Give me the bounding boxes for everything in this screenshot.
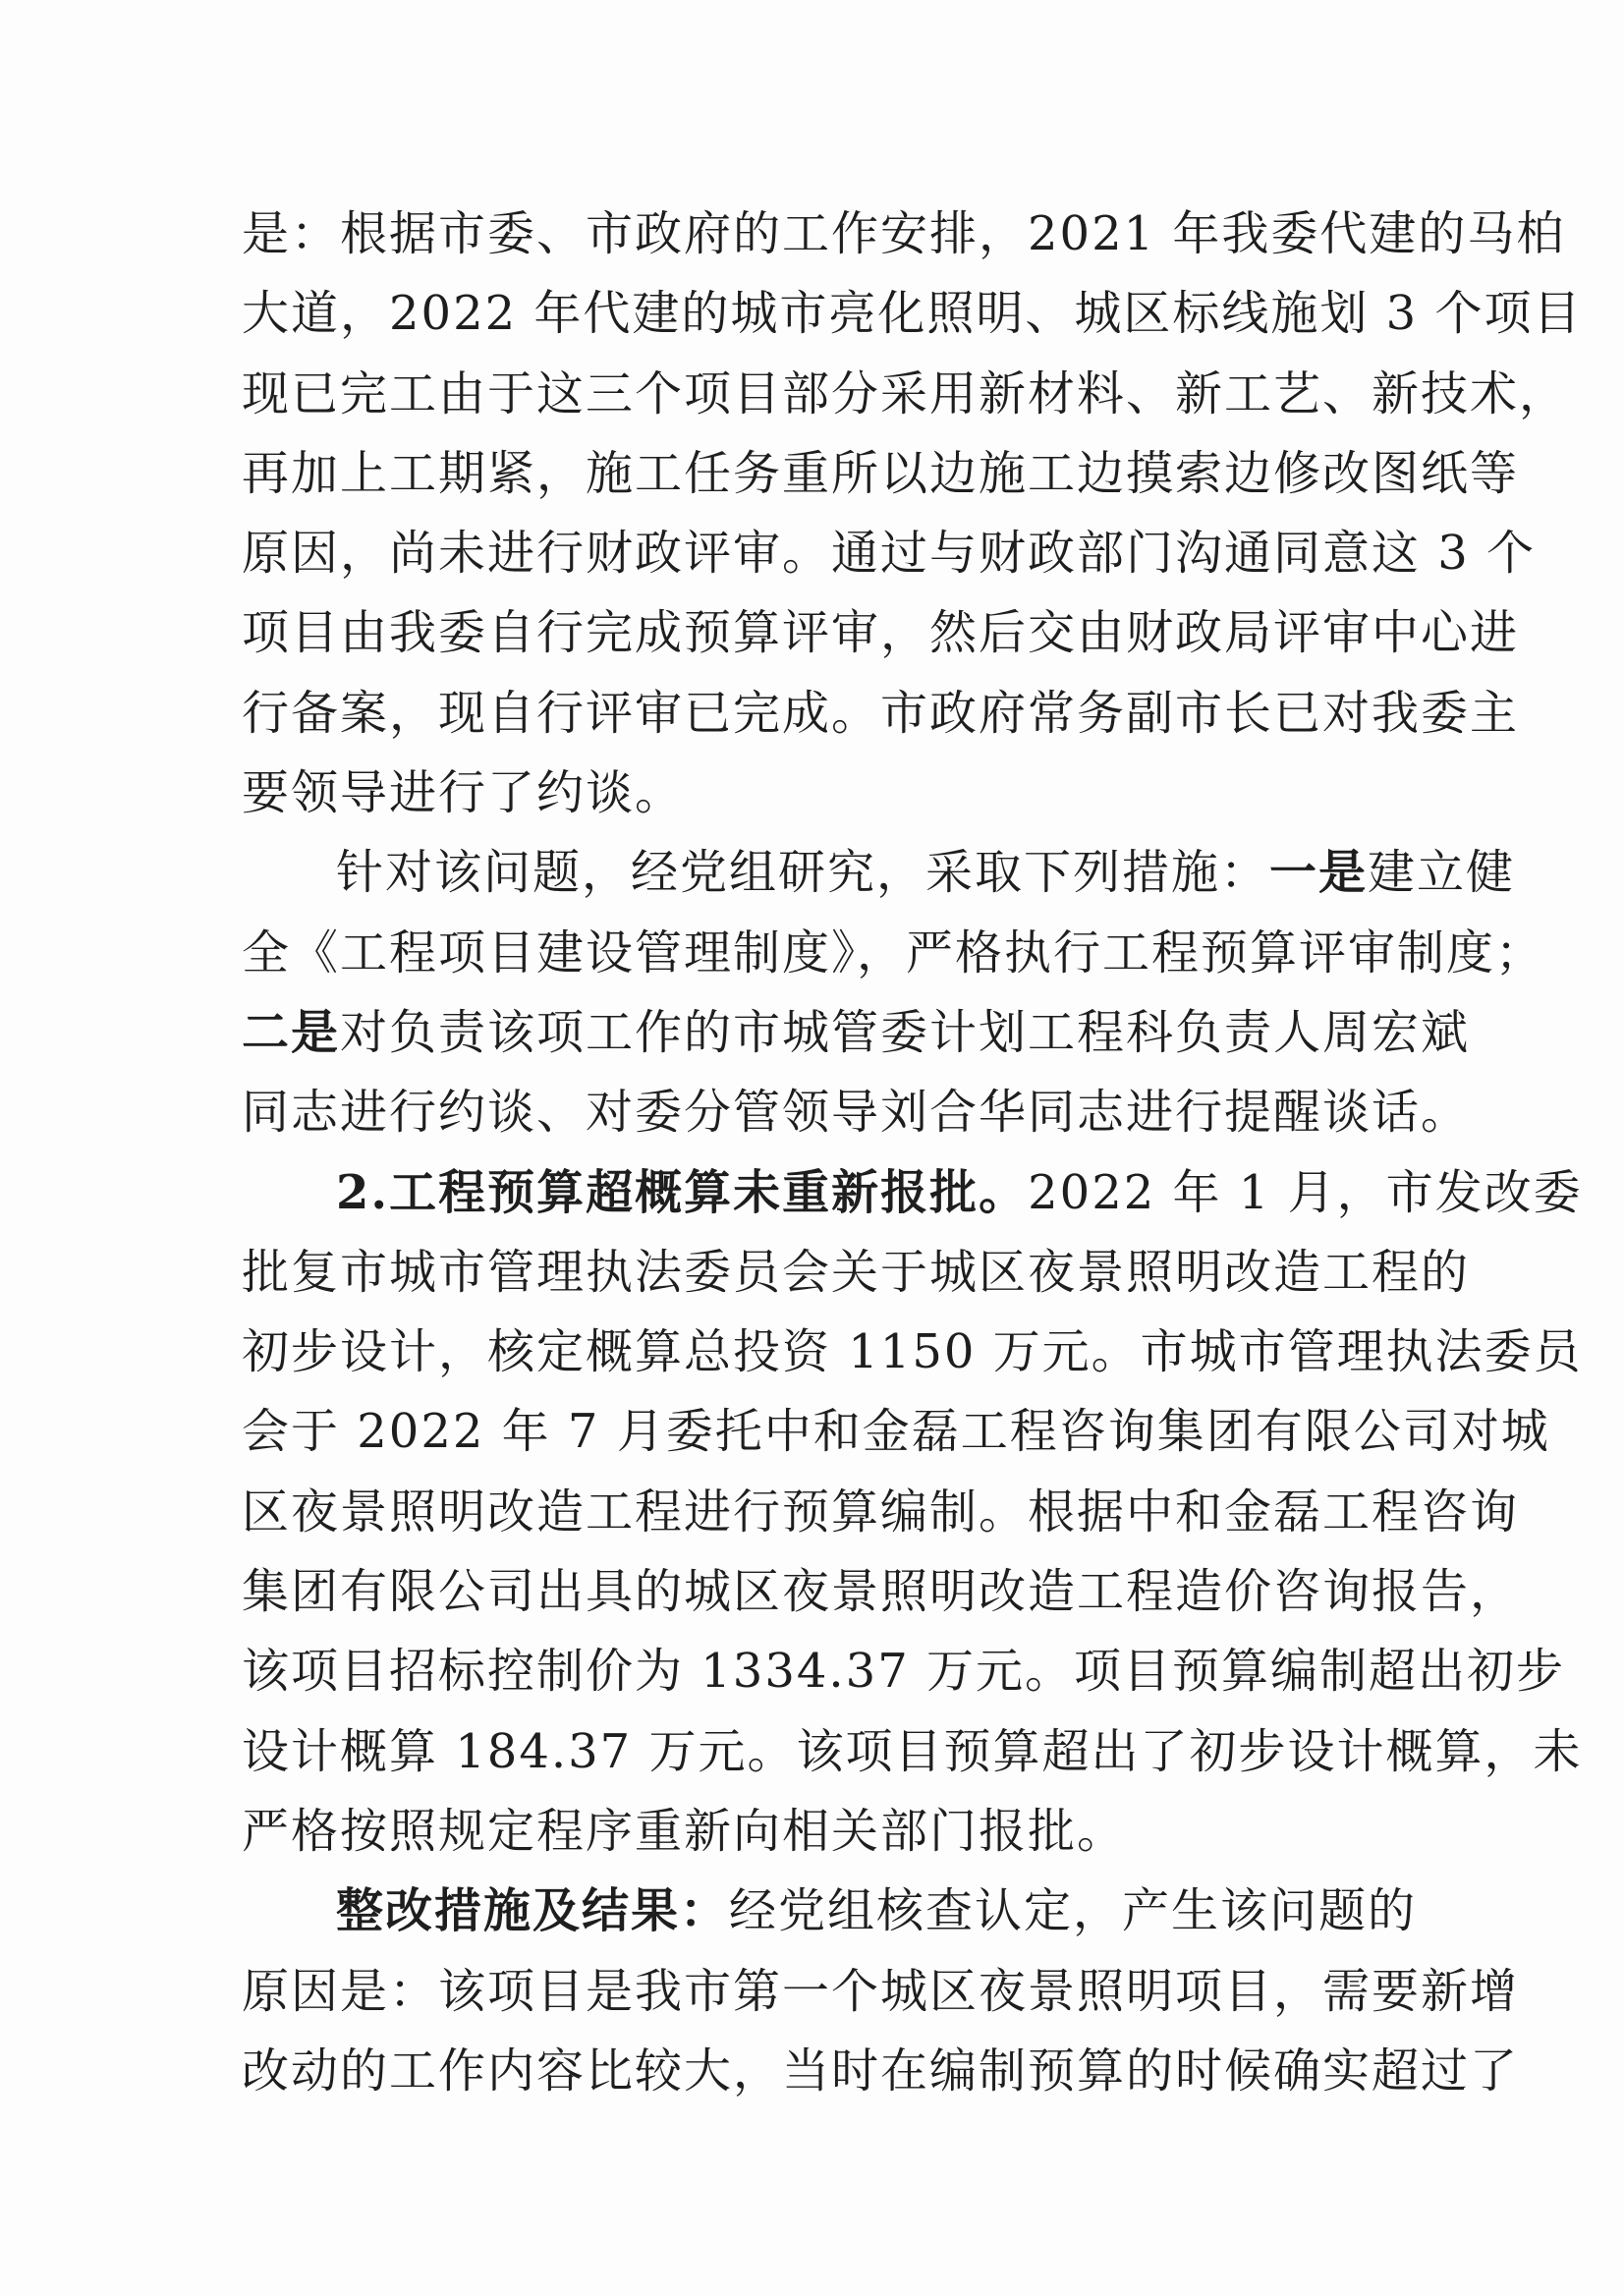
paragraph-3-text: 2022 年 1 月，市发改委 xyxy=(1028,1164,1583,1220)
paragraph-3-line-6: 集团有限公司出具的城区夜景照明改造工程造价咨询报告， xyxy=(242,1564,1520,1620)
paragraph-1-line-4: 再加上工期紧，施工任务重所以边施工边摸索边修改图纸等 xyxy=(242,445,1520,501)
paragraph-3-line-4: 会于 2022 年 7 月委托中和金磊工程咨询集团有限公司对城 xyxy=(242,1404,1550,1460)
measure-two-label: 二是 xyxy=(242,1004,341,1060)
paragraph-3-line-2: 批复市城市管理执法委员会关于城区夜景照明改造工程的 xyxy=(242,1244,1471,1300)
paragraph-4-line-2: 原因是：该项目是我市第一个城区夜景照明项目，需要新增 xyxy=(242,1963,1520,2019)
paragraph-1-line-7: 行备案，现自行评审已完成。市政府常务副市长已对我委主 xyxy=(242,685,1520,741)
paragraph-2-text: 对负责该项工作的市城管委计划工程科负责人周宏斌 xyxy=(340,1004,1471,1060)
paragraph-1-line-3: 现已完工由于这三个项目部分采用新材料、新工艺、新技术， xyxy=(242,365,1569,421)
paragraph-1-line-6: 项目由我委自行完成预算评审，然后交由财政局评审中心进 xyxy=(242,605,1520,661)
paragraph-1-line-1: 是：根据市委、市政府的工作安排，2021 年我委代建的马柏 xyxy=(242,206,1566,261)
paragraph-2-text: 建立健 xyxy=(1368,845,1516,901)
paragraph-3-line-7: 该项目招标控制价为 1334.37 万元。项目预算编制超出初步 xyxy=(242,1644,1566,1700)
rectification-heading: 整改措施及结果： xyxy=(336,1883,730,1939)
paragraph-4-line-1 xyxy=(242,1872,1418,1951)
paragraph-3-line-3: 初步设计，核定概算总投资 1150 万元。市城市管理执法委员 xyxy=(242,1324,1583,1380)
paragraph-2-line-2: 全《工程项目建设管理制度》，严格执行工程预算评审制度； xyxy=(242,924,1545,980)
paragraph-2-line-4: 同志进行约谈、对委分管领导刘合华同志进行提醒谈话。 xyxy=(242,1085,1471,1141)
paragraph-2-line-3 xyxy=(242,993,1471,1073)
paragraph-1-line-5: 原因，尚未进行财政评审。通过与财政部门沟通同意这 3 个 xyxy=(242,526,1537,582)
paragraph-4-text: 经党组核查认定，产生该问题的 xyxy=(729,1883,1418,1939)
paragraph-3-line-5: 区夜景照明改造工程进行预算编制。根据中和金磊工程咨询 xyxy=(242,1483,1520,1539)
measure-one-label: 一是 xyxy=(1269,845,1369,901)
paragraph-2-line-1 xyxy=(242,833,1516,913)
document-body xyxy=(242,195,1583,2111)
section-heading-2: 2.工程预算超概算未重新报批。 xyxy=(336,1164,1029,1220)
paragraph-4-line-3: 改动的工作内容比较大，当时在编制预算的时候确实超过了 xyxy=(242,2043,1520,2099)
paragraph-3-line-8: 设计概算 184.37 万元。该项目预算超出了初步设计概算，未 xyxy=(242,1723,1583,1779)
paragraph-3-line-1 xyxy=(242,1153,1583,1233)
paragraph-1-line-8: 要领导进行了约谈。 xyxy=(242,765,685,821)
paragraph-2-text: 针对该问题，经党组研究，采取下列措施： xyxy=(336,845,1270,901)
paragraph-3-line-9: 严格按照规定程序重新向相关部门报批。 xyxy=(242,1803,1127,1859)
paragraph-1-line-2: 大道，2022 年代建的城市亮化照明、城区标线施划 3 个项目 xyxy=(242,286,1583,342)
